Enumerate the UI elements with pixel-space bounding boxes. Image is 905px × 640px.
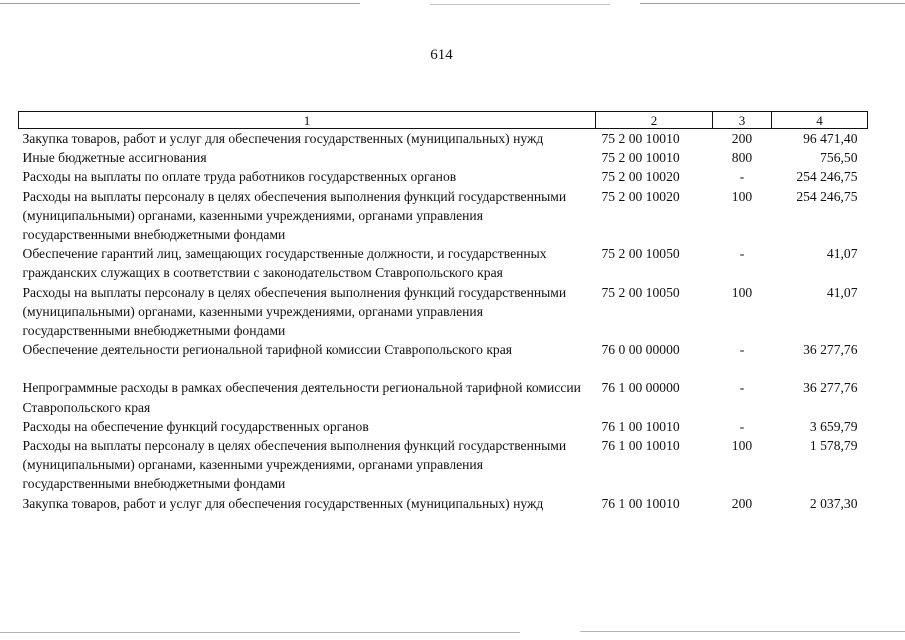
row-code: 75 2 00 10010: [601, 131, 680, 146]
scan-edge-top-left: [0, 3, 360, 4]
row-name: Расходы на обеспечение функций государственных органов: [22, 418, 369, 434]
row-sum: 41,07: [826, 284, 858, 300]
scan-edge-top-mid: [430, 4, 610, 5]
row-name: Расходы на выплаты по оплате труда работников государственных органов: [22, 169, 457, 185]
column-header-code: 2: [596, 112, 713, 129]
row-sum: 36 277,76: [803, 342, 858, 358]
row-type: 100: [731, 188, 753, 204]
row-type: -: [739, 380, 745, 396]
row-sum: 1 578,79: [809, 438, 858, 454]
table-row: [19, 129, 868, 149]
row-sum: 36 277,76: [803, 380, 858, 396]
table-row: [19, 340, 868, 378]
table-row: [19, 148, 868, 167]
row-code: 76 0 00 00000: [601, 342, 680, 358]
row-name: Обеспечение гарантий лиц, замещающих государственные должности, и государственных гражданских служащих в соответствии с законодательством Ставропольского края: [22, 246, 547, 281]
row-code: 75 2 00 10020: [601, 169, 680, 185]
row-type: -: [739, 169, 745, 185]
row-name: Обеспечение деятельности региональной тарифной комиссии Ставропольского края: [22, 342, 513, 358]
table-row: [19, 283, 868, 341]
row-code: 75 2 00 10050: [601, 246, 680, 262]
table-row: [19, 187, 868, 245]
row-sum: 41,07: [826, 246, 858, 262]
table-header-row: [19, 112, 868, 129]
row-type: -: [739, 418, 745, 434]
row-type: -: [739, 342, 745, 358]
row-type: 200: [731, 495, 753, 511]
row-name: Расходы на выплаты персоналу в целях обеспечения выполнения функций государственными (муниципальными) органами, казенными учреждениями, органами управления государственными внебюджетными фондами: [22, 284, 567, 339]
row-type: -: [739, 246, 745, 262]
scan-edge-top-right: [640, 3, 905, 4]
row-name: Непрограммные расходы в рамках обеспечения деятельности региональной тарифной комиссии Ставропольского края: [22, 380, 581, 415]
row-sum: 96 471,40: [803, 131, 858, 146]
column-header-sum: 4: [772, 112, 868, 129]
row-code: 76 1 00 00000: [601, 380, 680, 396]
row-code: 76 1 00 10010: [601, 438, 680, 454]
row-sum: 756,50: [820, 150, 858, 166]
table-row: [19, 417, 868, 436]
page-number: 614: [430, 47, 453, 63]
scan-edge-bottom-right: [580, 631, 905, 632]
scan-edge-bottom-left: [0, 632, 520, 633]
row-sum: 3 659,79: [809, 418, 858, 434]
row-name: Закупка товаров, работ и услуг для обеспечения государственных (муниципальных) нужд: [22, 131, 544, 146]
row-type: 800: [731, 150, 753, 166]
row-name: Иные бюджетные ассигнования: [22, 150, 207, 166]
column-header-name: 1: [19, 112, 596, 129]
row-code: 76 1 00 10010: [601, 495, 680, 511]
row-code: 75 2 00 10010: [601, 150, 680, 166]
row-code: 75 2 00 10020: [601, 188, 680, 204]
table-row: [19, 494, 868, 513]
row-name: Закупка товаров, работ и услуг для обеспечения государственных (муниципальных) нужд: [22, 495, 544, 511]
row-code: 76 1 00 10010: [601, 418, 680, 434]
row-code: 75 2 00 10050: [601, 284, 680, 300]
table-row: [19, 244, 868, 282]
budget-table: [18, 111, 868, 513]
table-row: [19, 378, 868, 416]
row-type: 200: [731, 131, 753, 146]
row-type: 100: [731, 438, 753, 454]
column-header-type: 3: [713, 112, 772, 129]
table-row: [19, 167, 868, 186]
row-sum: 254 246,75: [796, 188, 858, 204]
row-sum: 254 246,75: [796, 169, 858, 185]
row-name: Расходы на выплаты персоналу в целях обеспечения выполнения функций государственными (муниципальными) органами, казенными учреждениями, органами управления государственными внебюджетными фондами: [22, 438, 567, 492]
row-sum: 2 037,30: [809, 495, 858, 511]
row-name: Расходы на выплаты персоналу в целях обеспечения выполнения функций государственными (муниципальными) органами, казенными учреждениями, органами управления государственными внебюджетными фондами: [22, 188, 567, 243]
row-type: 100: [731, 284, 753, 300]
table-row: [19, 436, 868, 494]
